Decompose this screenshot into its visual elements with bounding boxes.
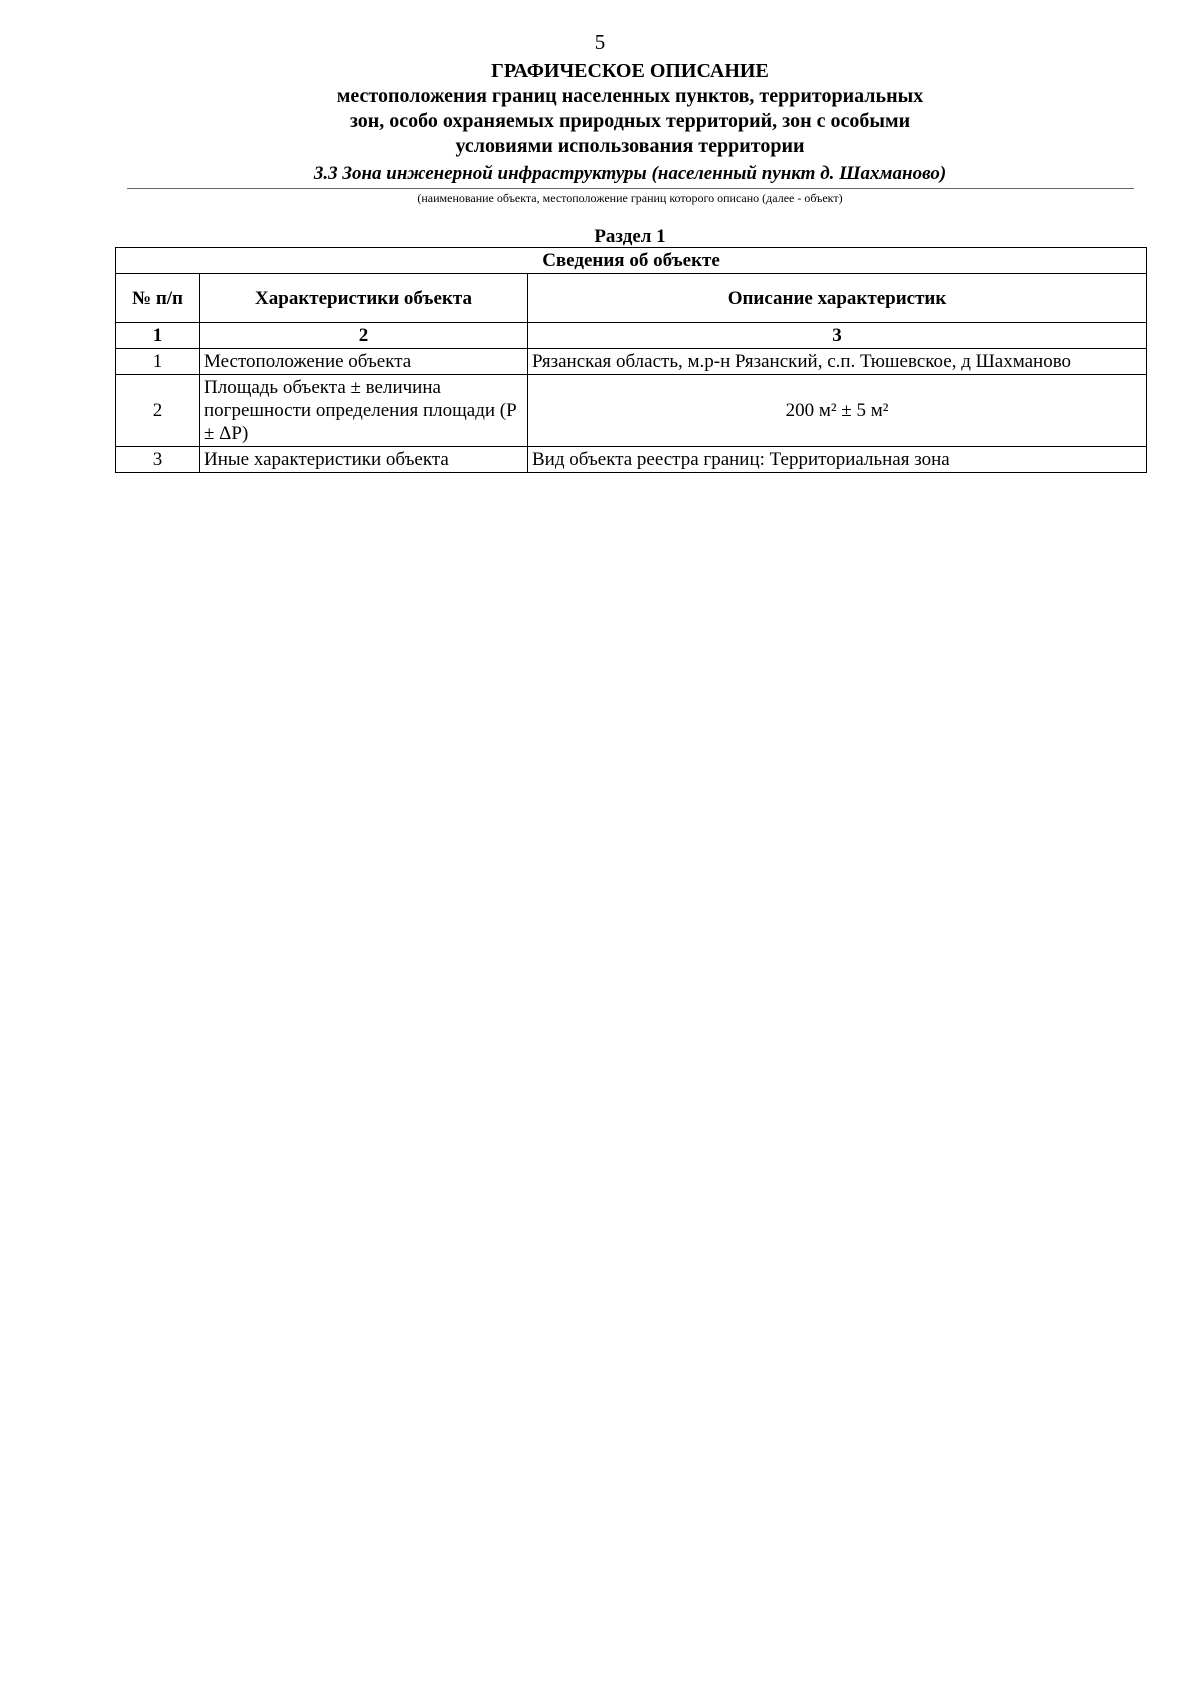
header-description: Описание характеристик [528,274,1147,323]
table-row [116,375,1147,447]
header-num: № п/п [116,274,200,323]
subtitle-line: зон, особо охраняемых природных территорий, зон с особыми [349,110,911,132]
document-title: ГРАФИЧЕСКОЕ ОПИСАНИЕ [491,60,769,82]
subtitle-line: местоположения границ населенных пунктов, территориальных [336,85,924,107]
header-characteristic: Характеристики объекта [200,274,528,323]
object-name-underline [127,188,1134,189]
row-num: 2 [116,375,200,447]
table-row [116,349,1147,375]
row-description: Рязанская область, м.р-н Рязанский, с.п. Тюшевское, д Шахманово [528,349,1147,375]
object-info-table [115,247,1147,473]
table-caption: Сведения об объекте [116,248,1147,274]
row-characteristic: Площадь объекта ± величина погрешности определения площади (Р ± ΔР) [200,375,528,447]
column-number: 3 [528,323,1147,349]
table-column-numbers-row [116,323,1147,349]
object-name-caption: (наименование объекта, местоположение границ которого описано (далее - объект) [417,191,843,205]
row-description: 200 м² ± 5 м² [528,375,1147,447]
table-row [116,447,1147,473]
subtitle-line: условиями использования территории [455,135,805,157]
table-header-row [116,274,1147,323]
row-num: 3 [116,447,200,473]
object-name: 3.3 Зона инженерной инфраструктуры (населенный пункт д. Шахманово) [313,163,947,184]
page-number: 5 [594,30,606,54]
table-caption-row [116,248,1147,274]
row-characteristic: Иные характеристики объекта [200,447,528,473]
column-number: 1 [116,323,200,349]
row-characteristic: Местоположение объекта [200,349,528,375]
section-title: Раздел 1 [594,226,666,247]
row-description: Вид объекта реестра границ: Территориальная зона [528,447,1147,473]
document-subtitle [0,84,1200,159]
column-number: 2 [200,323,528,349]
row-num: 1 [116,349,200,375]
